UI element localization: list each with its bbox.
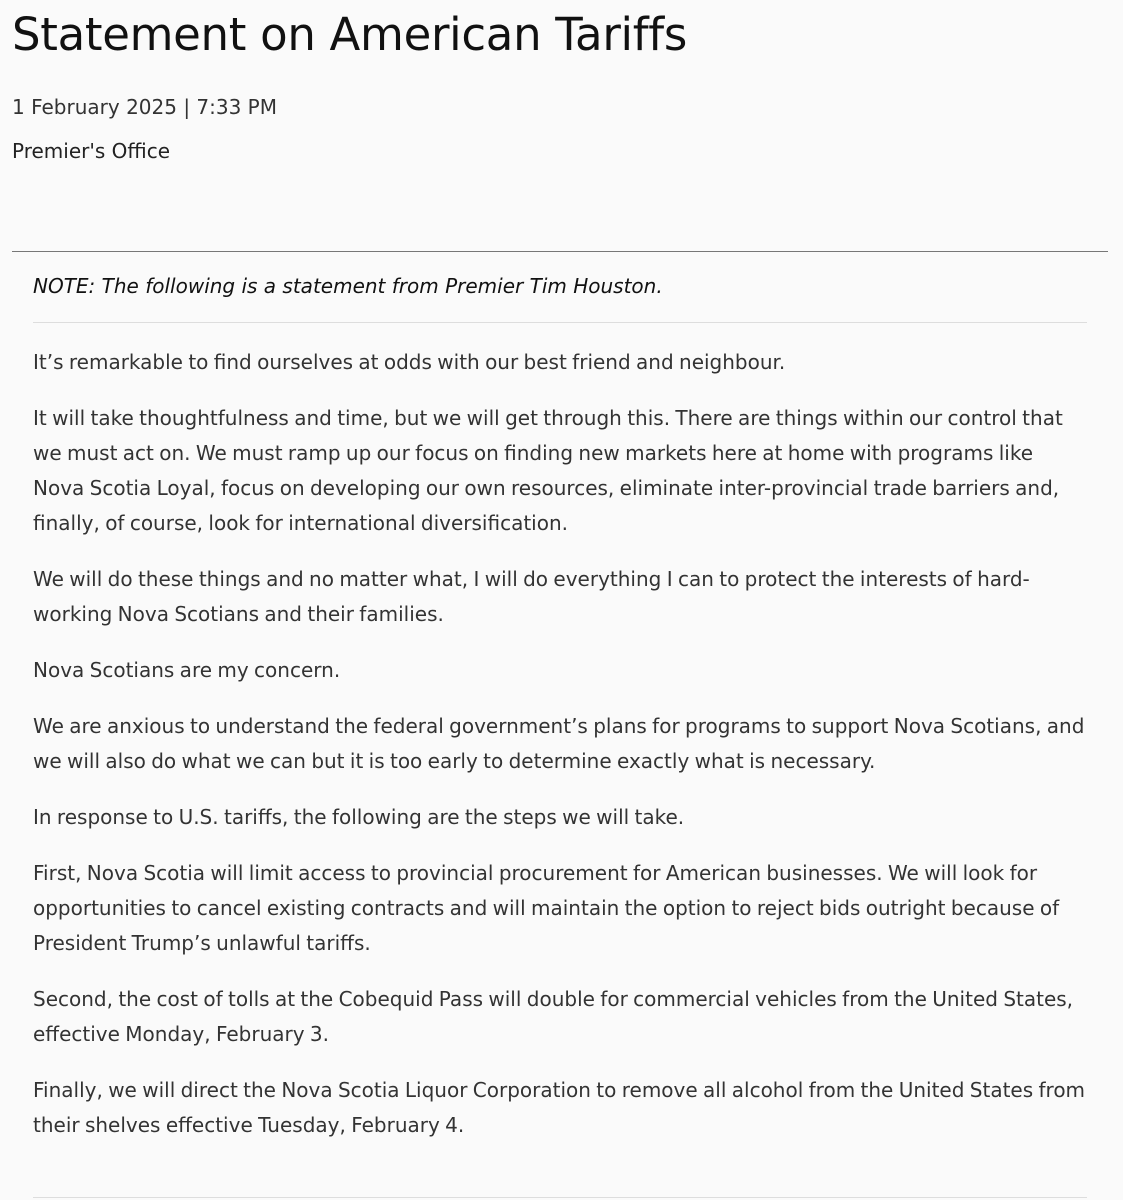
release-body [33, 268, 1087, 1164]
paragraph: Finally, we will direct the Nova Scotia Liquor Corporation to remove all alcohol from the United States from their shelves effective Tuesday, February 4. [33, 1078, 1086, 1137]
page-title: Statement on American Tariffs [12, 8, 687, 61]
paragraph: In response to U.S. tariffs, the following are the steps we will take. [33, 805, 685, 829]
paragraph: Nova Scotians are my concern. [33, 658, 341, 682]
release-department: Premier's Office [12, 139, 171, 163]
paragraph: It’s remarkable to find ourselves at odds with our best friend and neighbour. [33, 350, 786, 374]
statement-text [33, 323, 1087, 1143]
paragraph: First, Nova Scotia will limit access to provincial procurement for American businesses. We will look for opportunities to cancel existing contracts and will maintain the option to reject bids outright because of President Trump’s unlawful tariffs. [33, 861, 1060, 955]
paragraph: It will take thoughtfulness and time, but we will get through this. There are things within our control that we must act on. We must ramp up our focus on finding new markets here at home with programs like Nova Scotia Loyal, focus on developing our own resources, eliminate inter-provincial trade barriers and, finally, of course, look for international diversification. [33, 406, 1063, 535]
editor-note: NOTE: The following is a statement from Premier Tim Houston. [33, 268, 1087, 323]
release-date-time: 1 February 2025 | 7:33 PM [12, 95, 277, 119]
paragraph: We are anxious to understand the federal government’s plans for programs to support Nova Scotians, and we will also do what we can but it is too early to determine exactly what is necessary. [33, 714, 1085, 773]
paragraph: We will do these things and no matter what, I will do everything I can to protect the interests of hard-working Nova Scotians and their families. [33, 567, 1030, 626]
paragraph: Second, the cost of tolls at the Cobequid Pass will double for commercial vehicles from the United States, effective Monday, February 3. [33, 987, 1074, 1046]
footer-divider [33, 1197, 1087, 1198]
header-divider [12, 251, 1108, 252]
